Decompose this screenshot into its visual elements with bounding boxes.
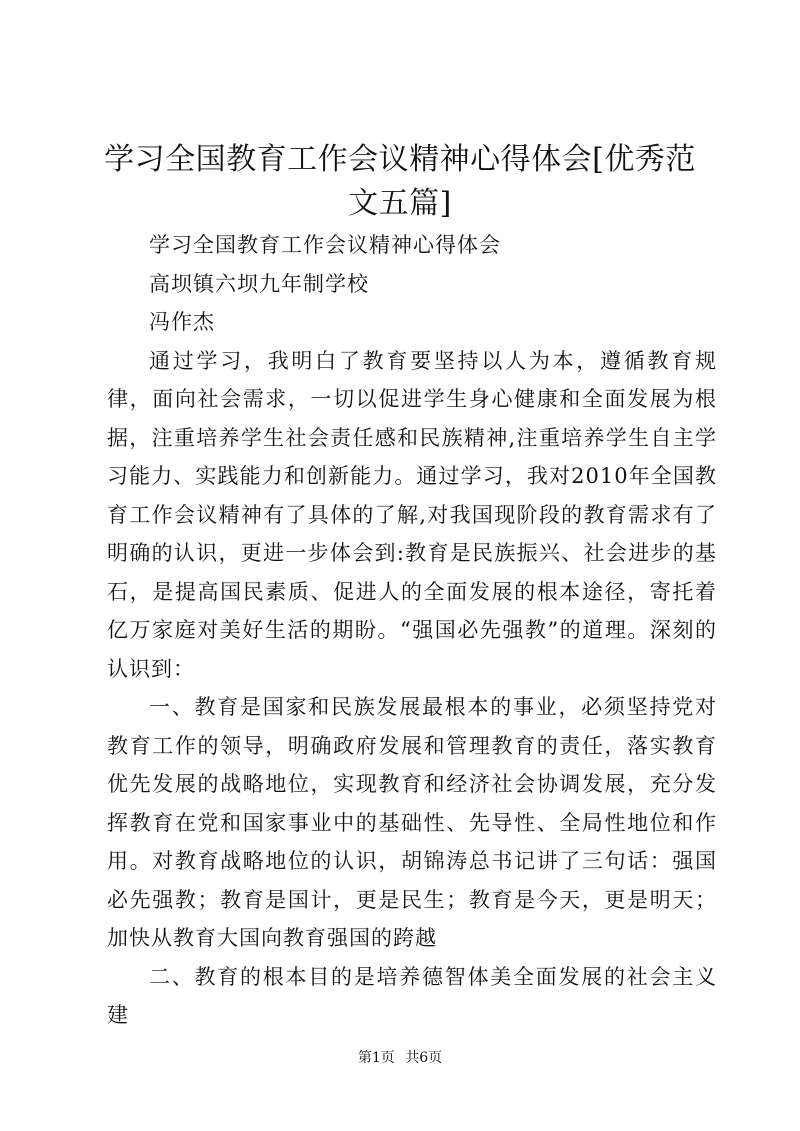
- document-body: [107, 226, 717, 1035]
- document-title: 学习全国教育工作会议精神心得体会[优秀范文五篇]: [104, 142, 696, 221]
- page-footer: [0, 1048, 800, 1068]
- school-name: 高坝镇六坝九年制学校: [149, 271, 369, 296]
- body-paragraph: 通过学习，我明白了教育要坚持以人为本，遵循教育规律，面向社会需求，一切以促进学生身心健康和全面发展为根据，注重培养学生社会责任感和民族精神,注重培养学生自主学习能力、实践能力和创新能力。通过学习，我对2010年全国教育工作会议精神有了具体的了解,对我国现阶段的教育需求有了明确的认识，更进一步体会到:教育是民族振兴、社会进步的基石，是提高国民素质、促进人的全面发展的根本途径，寄托着亿万家庭对美好生活的期盼。“强国必先强教”的道理。深刻的认识到：: [107, 348, 717, 681]
- page-number: 第1页: [357, 1050, 395, 1066]
- page-total: 共6页: [405, 1050, 443, 1066]
- author-name: 冯作杰: [149, 310, 215, 334]
- subtitle: 学习全国教育工作会议精神心得体会: [149, 233, 501, 257]
- body-paragraph: 二、教育的根本目的是培养德智体美全面发展的社会主义建: [107, 964, 717, 1027]
- body-paragraph: 一、教育是国家和民族发展最根本的事业，必须坚持党对教育工作的领导，明确政府发展和管理教育的责任，落实教育优先发展的战略地位，实现教育和经济社会协调发展，充分发挥教育在党和国家事业中的基础性、先导性、全局性地位和作用。对教育战略地位的认识，胡锦涛总书记讲了三句话：强国必先强教；教育是国计，更是民生；教育是今天，更是明天；加快从教育大国向教育强国的跨越: [107, 695, 717, 950]
